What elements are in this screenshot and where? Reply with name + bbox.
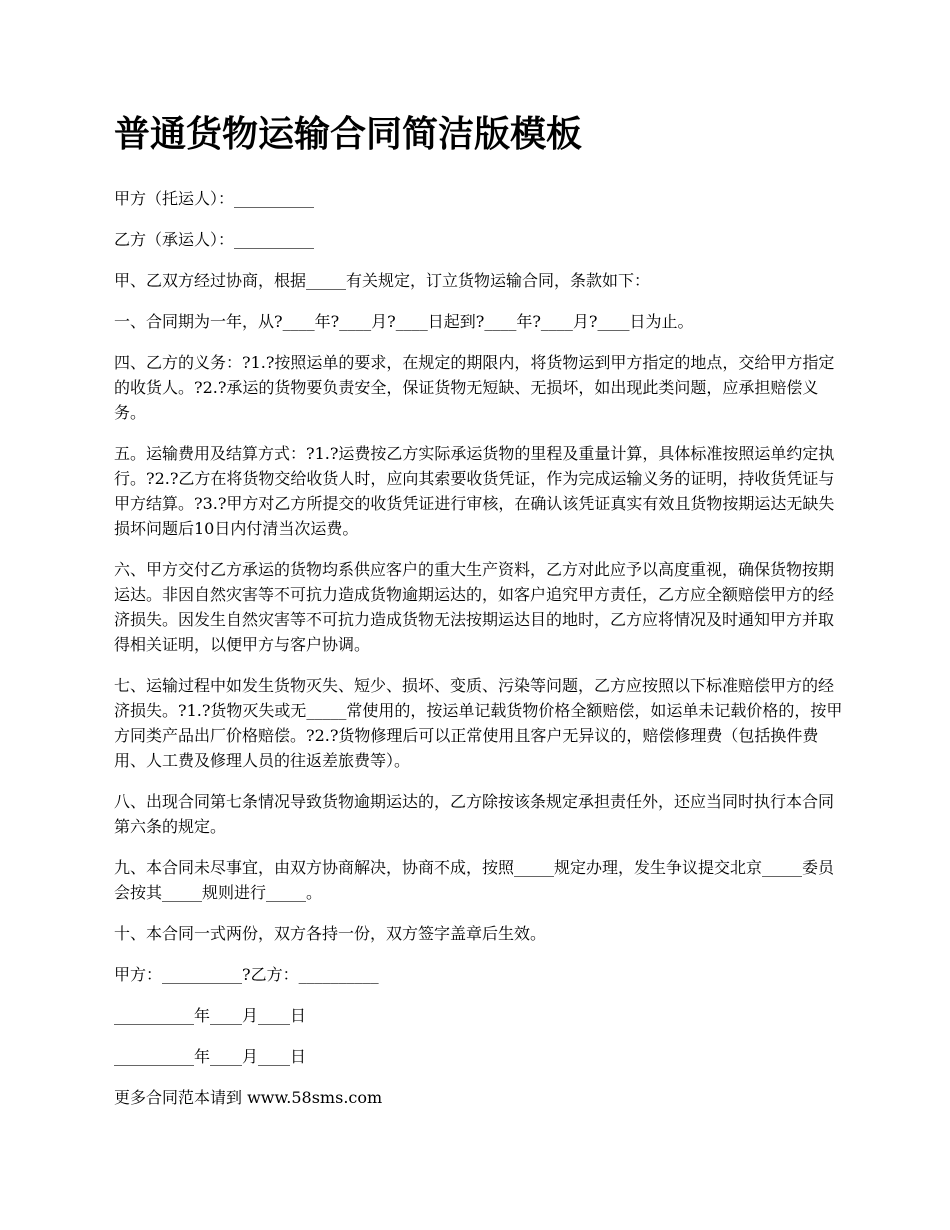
clause-8-delay: 八、出现合同第七条情况导致货物逾期运达的，乙方除按该条规定承担责任外，还应当同时执行本合同第六条的规定。: [114, 792, 835, 836]
clause-5-fees: 五。运输费用及结算方式：?1.?运费按乙方实际承运货物的里程及重量计算，具体标准按照运单约定执行。?2.?乙方在将货物交给收货人时，应向其索要收货凭证，作为完成运输义务的证明，持收货凭证与甲方结算。?3.?甲方对乙方所提交的收货凭证进行审核，在确认该凭证真实有效且货物按期运达无缺失损坏问题后10日内付清当次运费。: [114, 444, 835, 538]
clause-1-term: 一、合同期为一年，从?____年?____月?____日起到?____年?____月?____日为止。: [114, 312, 694, 331]
clause-6-delivery: 六、甲方交付乙方承运的货物均系供应客户的重大生产资料，乙方对此应予以高度重视，确保货物按期运达。非因自然灾害等不可抗力造成货物逾期运达的，如客户追究甲方责任，乙方应全额赔偿甲方的经济损失。因发生自然灾害等不可抗力造成货物无法按期运达目的地时，乙方应将情况及时通知甲方并取得相关证明，以便甲方与客户协调。: [114, 560, 835, 654]
document-title: 普通货物运输合同简洁版模板: [114, 114, 583, 155]
clause-7-compensation: 七、运输过程中如发生货物灭失、短少、损坏、变质、污染等问题，乙方应按照以下标准赔偿甲方的经济损失。?1.?货物灭失或无_____常使用的，按运单记载货物价格全额赔偿，如运单未记载价格的，按甲方同类产品出厂价格赔偿。?2.?货物修理后可以正常使用且客户无异议的，赔偿修理费（包括换件费用、人工费及修理人员的往返差旅费等）。: [114, 676, 843, 770]
party-b-line: 乙方（承运人）：__________: [114, 230, 315, 249]
preamble-paragraph: 甲、乙双方经过协商，根据_____有关规定，订立货物运输合同，条款如下：: [114, 271, 651, 290]
clause-9-disputes: 九、本合同未尽事宜，由双方协商解决，协商不成，按照_____规定办理，发生争议提交北京_____委员会按其_____规则进行_____。: [114, 858, 835, 902]
clause-10-effect: 十、本合同一式两份，双方各持一份，双方签字盖章后生效。: [114, 924, 547, 943]
clause-4-obligations: 四、乙方的义务：?1.?按照运单的要求，在规定的期限内，将货物运到甲方指定的地点，交给甲方指定的收货人。?2.?承运的货物要负责安全，保证货物无短缺、无损坏，如出现此类问题，应承担赔偿义务。: [114, 353, 835, 422]
party-a-line: 甲方（托运人）：__________: [114, 189, 315, 208]
footer-more-templates: 更多合同范本请到 www.58sms.com: [114, 1088, 383, 1107]
document-page: [114, 108, 844, 1126]
signature-line: 甲方：__________?乙方：__________: [114, 965, 379, 984]
date-line-b: __________年____月____日: [114, 1047, 307, 1066]
date-line-a: __________年____月____日: [114, 1006, 307, 1025]
